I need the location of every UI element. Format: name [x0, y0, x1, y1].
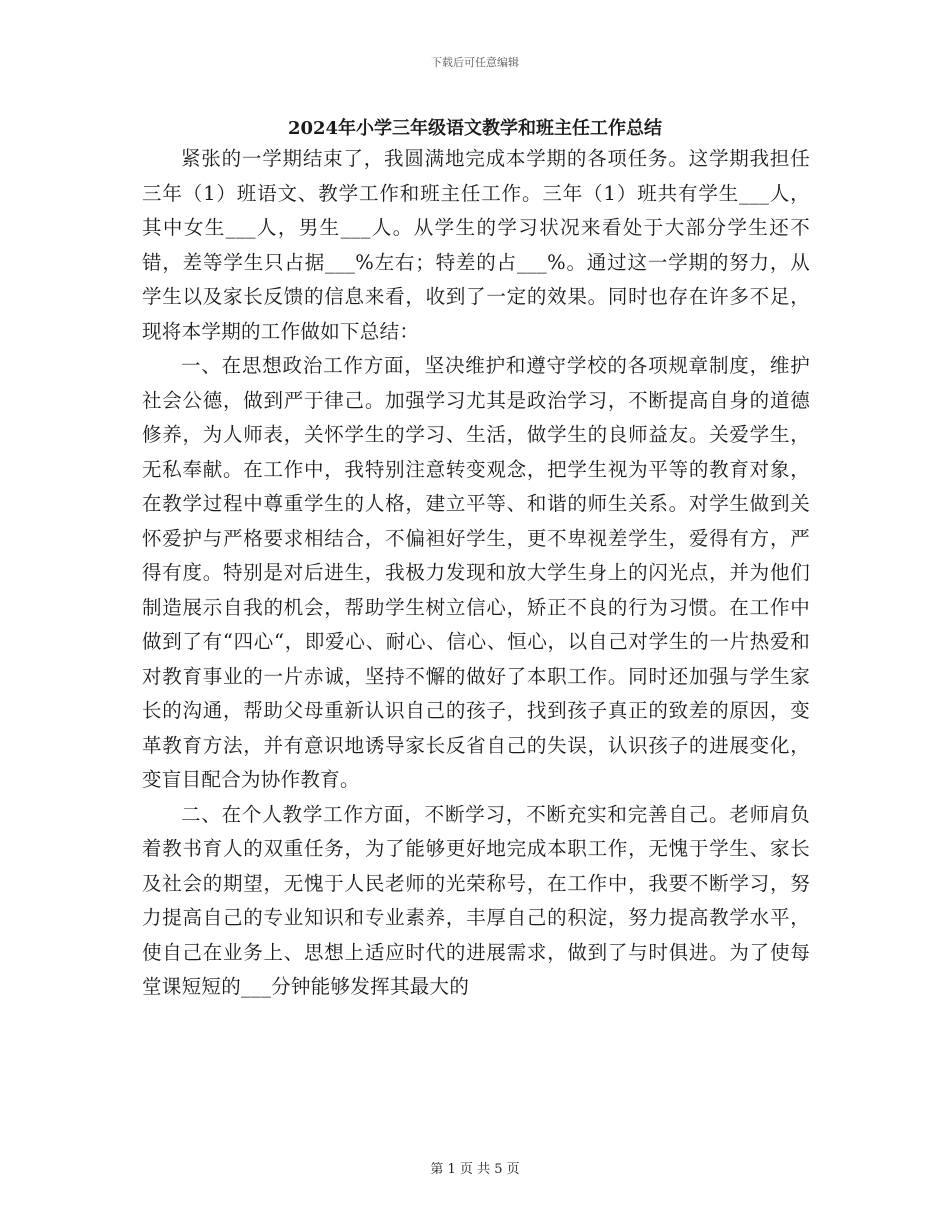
page-number: 第 1 页 共 5 页 [430, 1162, 520, 1177]
page-header-note: 下载后可任意编辑 [431, 56, 519, 69]
paragraph-teaching-work: 二、在个人教学工作方面，不断学习，不断充实和完善自己。老师肩负着教书育人的双重任务，为了能够更好地完成本职工作，无愧于学生、家长及社会的期望，无愧于人民老师的光荣称号，在工作中，我要不断学习，努力提高自己的专业知识和专业素养，丰厚自己的积淀，努力提高教学水平，使自己在业务上、思想上适应时代的进展需求，做到了与时俱进。为了使每堂课短短的___分钟能够发挥其最大的 [142, 802, 810, 998]
paragraph-intro: 紧张的一学期结束了，我圆满地完成本学期的各项任务。这学期我担任三年（1）班语文、教学工作和班主任工作。三年（1）班共有学生___人，其中女生___人，男生___人。从学生的学习状况来看处于大部分学生还不错，差等学生只占据___%左右；特差的占___%。通过这一学期的努力，从学生以及家长反馈的信息来看，收到了一定的效果。同时也存在许多不足，现将本学期的工作做如下总结： [142, 147, 810, 343]
document-body [142, 142, 810, 1005]
paragraph-political-work: 一、在思想政治工作方面，坚决维护和遵守学校的各项规章制度，维护社会公德，做到严于律己。加强学习尤其是政治学习，不断提高自身的道德修养，为人师表，关怀学生的学习、生活，做学生的良师益友。关爱学生，无私奉献。在工作中，我特别注意转变观念，把学生视为平等的教育对象，在教学过程中尊重学生的人格，建立平等、和谐的师生关系。对学生做到关怀爱护与严格要求相结合，不偏袒好学生，更不卑视差学生，爱得有方，严得有度。特别是对后进生，我极力发现和放大学生身上的闪光点，并为他们制造展示自我的机会，帮助学生树立信心，矫正不良的行为习惯。在工作中做到了有“四心“，即爱心、耐心、信心、恒心，以自己对学生的一片热爱和对教育事业的一片赤诚，坚持不懈的做好了本职工作。同时还加强与学生家长的沟通，帮助父母重新认识自己的孩子，找到孩子真正的致差的原因，变革教育方法，并有意识地诱导家长反省自己的失误，认识孩子的进展变化，变盲目配合为协作教育。 [142, 354, 810, 791]
document-title: 2024年小学三年级语文教学和班主任工作总结 [287, 118, 663, 139]
